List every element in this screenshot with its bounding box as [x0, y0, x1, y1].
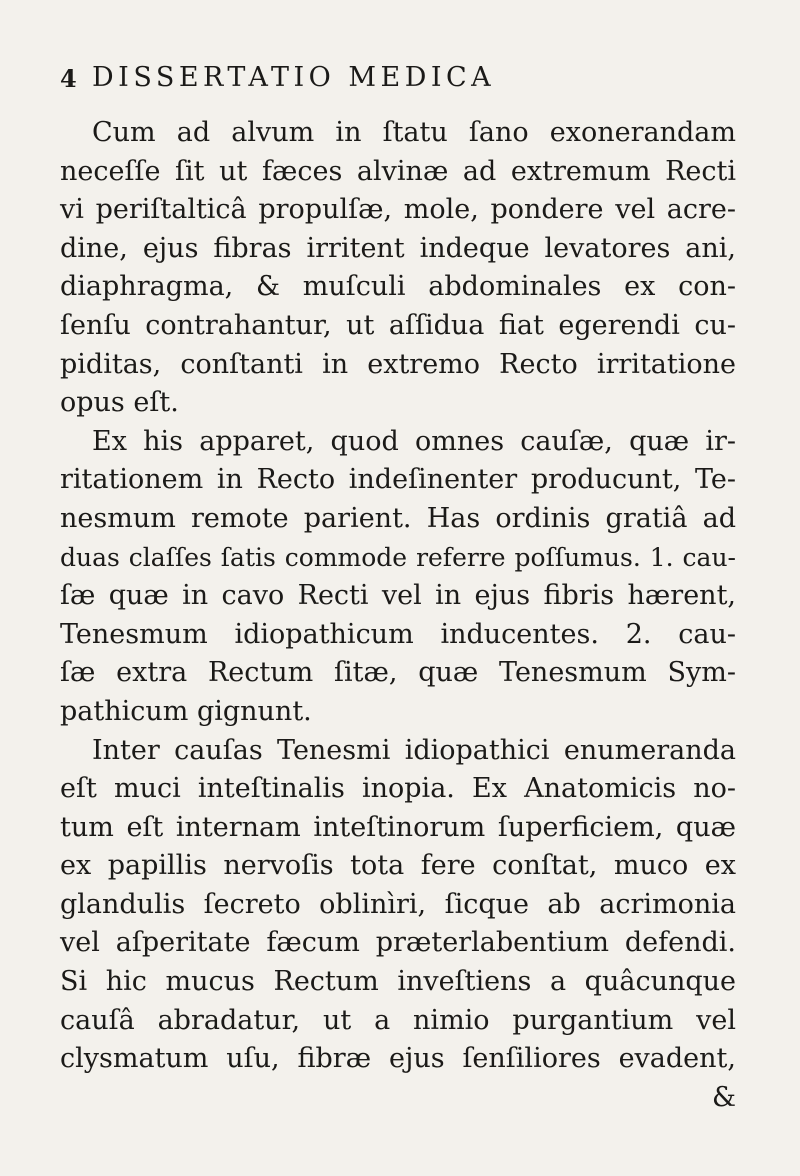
- text-line: pathicum gignunt.: [60, 695, 312, 727]
- text-line: duas claſſes ſatis commode referre poſſumus. 1. cau-: [60, 542, 736, 572]
- text-line: Si hic mucus Rectum inveſtiens a quâcunque: [60, 966, 736, 998]
- text-line: ſenſu contrahantur, ut aſſidua fiat egerendi cu-: [60, 309, 736, 341]
- text-line: Ex his apparet, quod omnes cauſæ, quæ ir-: [92, 425, 736, 457]
- page-header: [60, 62, 740, 102]
- catchword: &: [711, 1081, 736, 1113]
- page-number: 4: [60, 64, 77, 93]
- text-line: neceſſe ſit ut fæces alvinæ ad extremum Recti: [60, 155, 736, 187]
- text-line: glandulis ſecreto oblinìri, ſicque ab acrimonia: [60, 888, 736, 920]
- text-line: opus eſt.: [60, 387, 179, 419]
- text-line: vel aſperitate fæcum præterlabentium defendi.: [60, 927, 736, 959]
- text-line: Inter cauſas Tenesmi idiopathici enumeranda: [92, 734, 736, 766]
- text-line: vi periſtalticâ propulſæ, mole, pondere vel acre-: [60, 194, 736, 226]
- text-line: ritationem in Recto indeſinenter producunt, Te-: [60, 464, 736, 496]
- text-line: clysmatum uſu, fibræ ejus ſenſiliores evadent,: [60, 1043, 736, 1075]
- running-title: DISSERTATIO MEDICA: [92, 62, 496, 93]
- text-line: tum eſt internam inteſtinorum ſuperficiem, quæ: [60, 811, 736, 843]
- text-line: cauſâ abradatur, ut a nimio purgantium vel: [60, 1004, 736, 1036]
- text-line: Tenesmum idiopathicum inducentes. 2. cau-: [60, 618, 736, 650]
- text-line: Cum ad alvum in ſtatu ſano exonerandam: [92, 117, 736, 148]
- text-line: piditas, conſtanti in extremo Recto irritatione: [60, 348, 736, 380]
- body-text: [60, 114, 736, 1117]
- text-line: ſæ extra Rectum ſitæ, quæ Tenesmum Sym-: [60, 657, 736, 689]
- text-line: ſæ quæ in cavo Recti vel in ejus fibris hærent,: [60, 580, 736, 612]
- text-line: dine, ejus fibras irritent indeque levatores ani,: [60, 232, 736, 264]
- text-line: nesmum remote parient. Has ordinis gratiâ ad: [60, 502, 736, 534]
- text-line: ex papillis nervoſis tota fere conſtat, muco ex: [60, 850, 736, 882]
- text-line: diaphragma, & muſculi abdominales ex con-: [60, 271, 736, 303]
- text-line: eſt muci inteſtinalis inopia. Ex Anatomicis no-: [60, 773, 736, 805]
